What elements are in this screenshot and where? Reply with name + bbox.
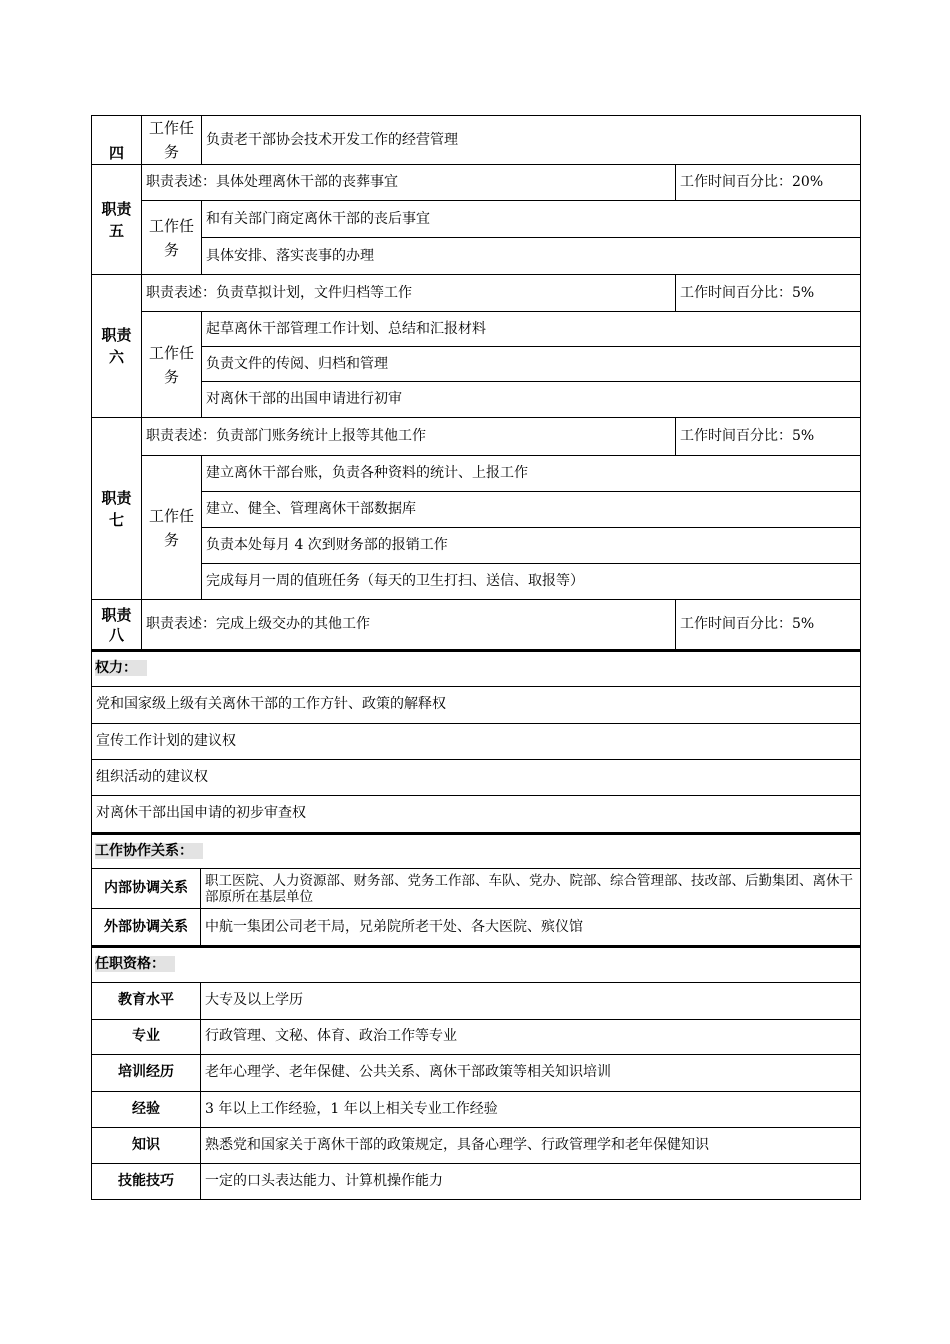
qualification-value: 3 年以上工作经验，1 年以上相关专业工作经验	[201, 1091, 861, 1127]
qualification-row	[92, 1163, 861, 1199]
qualification-row	[92, 1019, 861, 1054]
authority-header-row	[92, 651, 861, 686]
qualifications-header-row	[92, 947, 861, 982]
duty6-task-2: 负责文件的传阅、归档和管理	[202, 347, 861, 382]
internal-relations-value: 职工医院、人力资源部、财务部、党务工作部、车队、党办、院部、综合管理部、技改部、后勤集团、离休干部原所在基层单位	[201, 869, 861, 909]
qualification-label: 培训经历	[92, 1054, 201, 1091]
duty5-task-1: 和有关部门商定离休干部的丧后事宜	[202, 201, 861, 238]
duty6-task-row	[92, 347, 861, 382]
duty7-desc-row	[92, 418, 861, 456]
qualifications-title: 任职资格：	[92, 947, 861, 982]
duty5-task-row	[92, 238, 861, 275]
qualification-value: 熟悉党和国家关于离休干部的政策规定，具备心理学、行政管理学和老年保健知识	[201, 1127, 861, 1163]
duty8-description: 职责表述：完成上级交办的其他工作	[142, 600, 676, 650]
authority-title: 权力：	[92, 651, 861, 686]
duty7-task-row	[92, 528, 861, 564]
authority-item	[92, 759, 861, 795]
qualification-row	[92, 982, 861, 1019]
qualification-label: 专业	[92, 1019, 201, 1054]
qualification-row	[92, 1054, 861, 1091]
qualification-value: 老年心理学、老年保健、公共关系、离休干部政策等相关知识培训	[201, 1054, 861, 1091]
duty7-label: 职责七	[92, 418, 142, 600]
external-relations-value: 中航一集团公司老干局，兄弟院所老干处、各大医院、殡仪馆	[201, 909, 861, 946]
duty6-percent: 工作时间百分比：5%	[676, 275, 861, 312]
duty5-task-row	[92, 201, 861, 238]
job-description-document	[91, 115, 860, 1200]
duties-table	[91, 115, 861, 650]
duty6-task-row	[92, 312, 861, 347]
duty7-sub-label: 工作任务	[142, 456, 202, 600]
duty4-row	[92, 116, 861, 165]
qualifications-table	[91, 946, 861, 1200]
duty7-description: 职责表述：负责部门账务统计上报等其他工作	[142, 418, 676, 456]
qualification-value: 行政管理、文秘、体育、政治工作等专业	[201, 1019, 861, 1054]
qualification-row	[92, 1127, 861, 1163]
duty7-task-row	[92, 564, 861, 600]
duty6-task-row	[92, 382, 861, 418]
qualification-label: 知识	[92, 1127, 201, 1163]
duty6-sub-label: 工作任务	[142, 312, 202, 418]
duty7-task-3: 负责本处每月 4 次到财务部的报销工作	[202, 528, 861, 564]
duty5-task-2: 具体安排、落实丧事的办理	[202, 238, 861, 275]
duty6-label: 职责六	[92, 275, 142, 418]
authority-item-1: 党和国家级上级有关离休干部的工作方针、政策的解释权	[92, 686, 861, 723]
qualification-label: 教育水平	[92, 982, 201, 1019]
duty5-label: 职责五	[92, 165, 142, 275]
authority-item-3: 组织活动的建议权	[92, 759, 861, 795]
duty5-percent: 工作时间百分比：20%	[676, 165, 861, 201]
duty6-task-3: 对离休干部的出国申请进行初审	[202, 382, 861, 418]
authority-item	[92, 723, 861, 759]
authority-item	[92, 795, 861, 832]
external-relations-row	[92, 909, 861, 946]
external-relations-label: 外部协调关系	[92, 909, 201, 946]
duty7-task-row	[92, 492, 861, 528]
internal-relations-row	[92, 869, 861, 909]
duty7-task-2: 建立、健全、管理离休干部数据库	[202, 492, 861, 528]
duty8-row	[92, 600, 861, 650]
duty5-sub-label: 工作任务	[142, 201, 202, 275]
qualification-value: 一定的口头表达能力、计算机操作能力	[201, 1163, 861, 1199]
qualification-label: 经验	[92, 1091, 201, 1127]
qualification-row	[92, 1091, 861, 1127]
duty8-label: 职责八	[92, 600, 142, 650]
relations-title: 工作协作关系：	[92, 834, 861, 869]
duty4-label: 四	[92, 116, 142, 165]
duty7-task-1: 建立离休干部台账，负责各种资料的统计、上报工作	[202, 456, 861, 492]
duty7-task-row	[92, 456, 861, 492]
duty5-desc-row	[92, 165, 861, 201]
authority-item-4: 对离休干部出国申请的初步审查权	[92, 795, 861, 832]
qualification-label: 技能技巧	[92, 1163, 201, 1199]
duty7-task-4: 完成每月一周的值班任务（每天的卫生打扫、送信、取报等）	[202, 564, 861, 600]
internal-relations-label: 内部协调关系	[92, 869, 201, 909]
duty6-description: 职责表述：负责草拟计划，文件归档等工作	[142, 275, 676, 312]
authority-item-2: 宣传工作计划的建议权	[92, 723, 861, 759]
authority-table	[91, 650, 861, 833]
authority-item	[92, 686, 861, 723]
duty6-desc-row	[92, 275, 861, 312]
duty6-task-1: 起草离休干部管理工作计划、总结和汇报材料	[202, 312, 861, 347]
duty4-sub-label: 工作任务	[142, 116, 202, 165]
duty4-task-1: 负责老干部协会技术开发工作的经营管理	[202, 116, 861, 165]
duty5-description: 职责表述：具体处理离休干部的丧葬事宜	[142, 165, 676, 201]
duty8-percent: 工作时间百分比：5%	[676, 600, 861, 650]
duty7-percent: 工作时间百分比：5%	[676, 418, 861, 456]
relations-header-row	[92, 834, 861, 869]
qualification-value: 大专及以上学历	[201, 982, 861, 1019]
relations-table	[91, 833, 861, 947]
